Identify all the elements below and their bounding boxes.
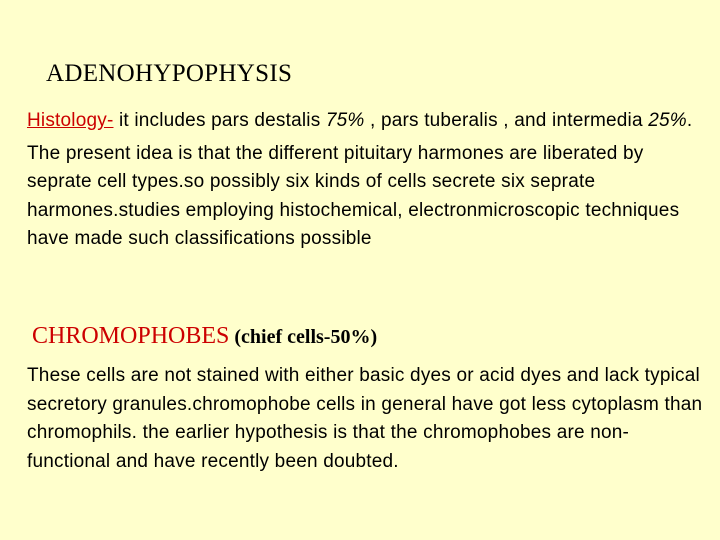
histology-label: Histology- [27,110,114,131]
chief-cells-note: (chief cells-50%) [229,326,378,348]
chromophobes-heading [32,323,377,350]
chromophobes-block [27,362,707,476]
chromophobes-title: CHROMOPHOBES [32,323,230,349]
intermedia-percent: 25% [648,110,687,131]
slide-title: ADENOHYPOPHYSIS [46,60,293,87]
histology-text-2: , pars tuberalis , and intermedia [364,110,649,131]
histology-paragraph [27,107,707,136]
histology-text-3: . [686,110,693,131]
chromophobes-paragraph: These cells are not stained with either basic dyes or acid dyes and lack typical secretory granules.chromophobe cells in general have got less cytoplasm than chromophils. the earlier hypothesis is that the chromophobes are non-functional and have recently been doubted. [27,365,703,472]
histology-text-1: it includes pars destalis [113,110,326,131]
pituitary-paragraph: The present idea is that the different pituitary harmones are liberated by seprate cell types.so possibly six kinds of cells secrete six seprate harmones.studies employing histochemical, electronmicroscopic techniques have made such classifications possible [27,142,680,249]
histology-block [27,107,707,254]
destalis-percent: 75% [325,110,365,131]
